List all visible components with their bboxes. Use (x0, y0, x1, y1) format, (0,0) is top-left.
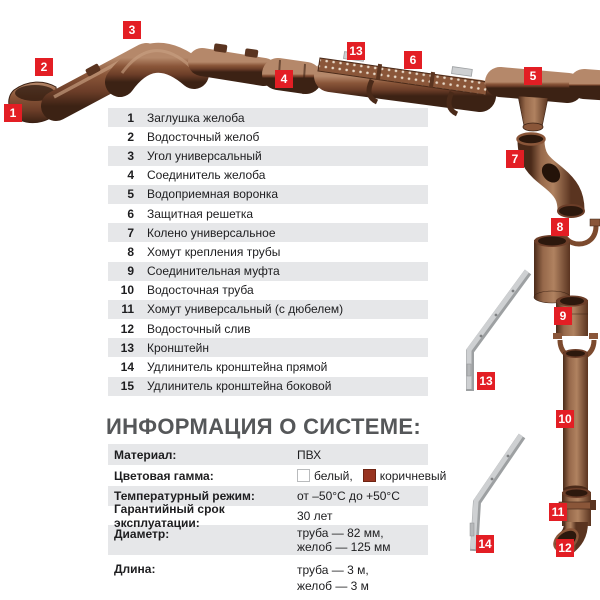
part-number: 1 (127, 110, 134, 125)
part-number: 2 (127, 129, 134, 144)
white-color-label: белый, (314, 468, 353, 483)
parts-list-row (108, 146, 428, 165)
info-table (108, 444, 447, 599)
part-pipe-short (534, 235, 570, 303)
info-value: ПВХ (297, 447, 322, 462)
parts-list-row (108, 166, 428, 185)
info-label: Температурный режим: (114, 489, 255, 503)
part-corner (120, 51, 194, 82)
part-marker: 1 (4, 104, 22, 122)
part-marker: 10 (556, 410, 574, 428)
part-number: 7 (127, 225, 134, 240)
part-coupling (553, 296, 598, 359)
part-marker: 4 (275, 70, 293, 88)
part-name: Угол универсальный (147, 148, 262, 163)
part-gutter-middle (202, 43, 264, 72)
part-elbow (518, 134, 585, 218)
part-number: 11 (121, 302, 134, 317)
parts-list-row (108, 127, 428, 146)
part-marker: 14 (476, 535, 494, 553)
white-color-swatch (297, 469, 310, 482)
info-value (297, 469, 446, 483)
part-name: Колено универсальное (147, 225, 276, 240)
part-name: Удлинитель кронштейна прямой (147, 360, 328, 375)
part-gutter-right-edge (584, 84, 600, 86)
info-value: 30 лет (297, 508, 333, 523)
part-number: 12 (120, 321, 134, 336)
info-label: Цветовая гамма: (114, 468, 214, 483)
part-marker: 13 (477, 372, 495, 390)
part-number: 9 (127, 264, 134, 279)
info-value: от –50°C до +50°C (297, 489, 400, 503)
part-number: 6 (127, 206, 134, 221)
part-marker: 11 (549, 503, 567, 521)
part-bracket-extender (470, 435, 522, 551)
part-number: 8 (127, 244, 134, 259)
part-name: Водоприемная воронка (147, 187, 279, 202)
info-value: труба — 82 мм, желоб — 125 мм (297, 526, 391, 554)
parts-list-row (108, 300, 428, 319)
part-name: Хомут крепления трубы (147, 244, 281, 259)
info-row (108, 525, 428, 555)
part-number: 4 (127, 168, 134, 183)
parts-list-row (108, 377, 428, 396)
parts-list-row (108, 185, 428, 204)
part-marker: 7 (506, 150, 524, 168)
part-name: Соединительная муфта (147, 264, 280, 279)
part-funnel (500, 82, 568, 131)
info-section-title: ИНФОРМАЦИЯ О СИСТЕМЕ: (106, 414, 421, 439)
part-name: Кронштейн (147, 340, 209, 355)
info-label: Диаметр: (114, 527, 170, 541)
info-row (108, 465, 447, 486)
parts-list-row (108, 204, 428, 223)
part-name: Удлинитель кронштейна боковой (147, 379, 332, 394)
parts-legend-list (108, 108, 428, 396)
part-marker: 2 (35, 58, 53, 76)
parts-list-row (108, 242, 428, 261)
parts-list-row (108, 338, 428, 357)
parts-list-row (108, 223, 428, 242)
part-number: 15 (120, 379, 134, 394)
brown-color-swatch (363, 469, 376, 482)
part-name: Хомут универсальный (с дюбелем) (147, 302, 344, 317)
part-marker: 9 (554, 307, 572, 325)
part-gutter-grille (318, 52, 488, 114)
info-row (108, 444, 428, 465)
part-name: Соединитель желоба (147, 168, 266, 183)
part-marker: 5 (524, 67, 542, 85)
part-name: Водосточный слив (147, 321, 251, 336)
part-name: Защитная решетка (147, 206, 254, 221)
part-number: 14 (120, 360, 134, 375)
parts-list-row (108, 319, 428, 338)
info-label: Гарантийный срок эксплуатации: (114, 501, 225, 530)
part-marker: 6 (404, 51, 422, 69)
part-marker: 13 (347, 42, 365, 60)
part-marker: 12 (556, 539, 574, 557)
parts-list-row (108, 108, 428, 127)
part-name: Водосточный желоб (147, 129, 260, 144)
part-number: 13 (120, 340, 134, 355)
part-name: Водосточная труба (147, 283, 254, 298)
part-number: 10 (120, 283, 134, 298)
info-value: труба — 3 м, желоб — 3 м (297, 563, 369, 593)
part-number: 3 (127, 148, 134, 163)
parts-list-row (108, 357, 428, 376)
info-row (108, 501, 428, 530)
part-marker: 8 (551, 218, 569, 236)
info-row (108, 555, 428, 599)
info-label: Материал: (114, 447, 177, 462)
part-number: 5 (127, 187, 134, 202)
part-name: Заглушка желоба (147, 110, 245, 125)
parts-list-row (108, 281, 428, 300)
parts-list-row (108, 262, 428, 281)
part-marker: 3 (123, 21, 141, 39)
info-label: Длина: (114, 562, 156, 576)
brown-color-label: коричневый (379, 468, 447, 483)
